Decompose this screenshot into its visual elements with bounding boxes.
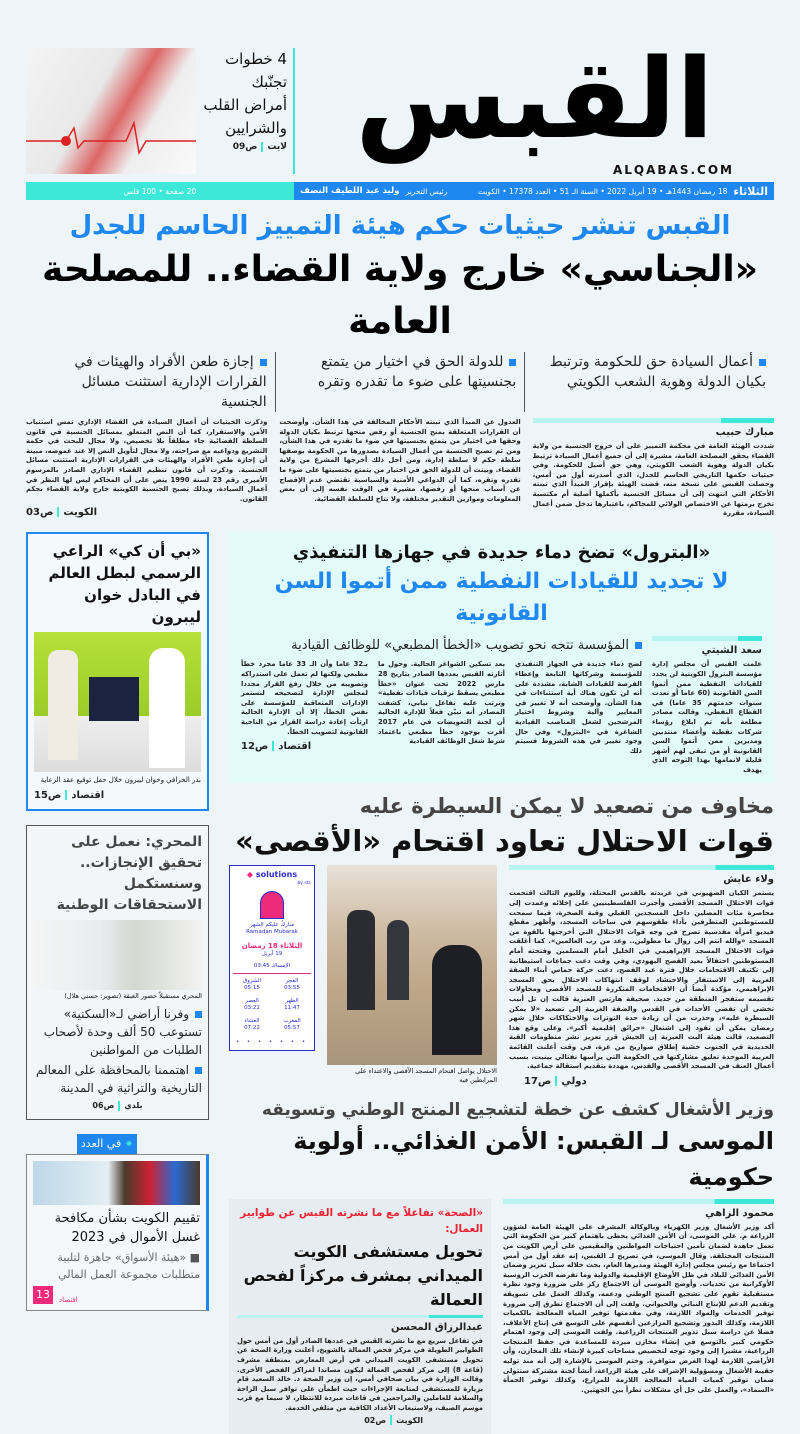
- teaser-box[interactable]: [26, 48, 295, 174]
- teaser-line: والشرايين: [225, 119, 287, 137]
- page-ref: ص17: [524, 1075, 552, 1087]
- accent-rule: [503, 1199, 774, 1204]
- bnk-ref[interactable]: [34, 789, 201, 803]
- page-ref: ص09: [232, 142, 258, 152]
- sub-text: المؤسسة تتجه نحو تصويب «الخطأ المطبعي» للوظائف القيادية: [291, 638, 629, 654]
- prayer-time: المغرب 05:57: [283, 1017, 301, 1032]
- inside-tab[interactable]: [77, 1134, 137, 1154]
- inside-headline: تقييم الكويت بشأن مكافحة غسل الأموال في 2023: [54, 1211, 200, 1246]
- inside-bullet: ■ «هيئة الأسواق» جاهزة لتلبية متطلبات مجموعة العمل المالي: [57, 1251, 200, 1282]
- prayer-time: الظهر 11:47: [284, 997, 300, 1012]
- health-box[interactable]: [229, 1199, 491, 1434]
- inside-ref[interactable]: [33, 1286, 200, 1304]
- mahri-photo: [33, 920, 202, 990]
- article-body: بـ32 عاما وأن الـ 33 عاما مجرد خطأ مطبعي ولكنها لم تعمل على استدراكه وتصويبه من خلال رفع القرار مجددا لمجلس الإدارة لتصحيحه لتستمر الإدارات المتعاقبة للمؤسسة على نفس الخطأ، إلا أن الإدارة الحالية ارتأت إعادة دراسة القرار من الناحية القانونية لتصويب الخطأ.: [241, 660, 368, 736]
- lead-col-3: [26, 418, 267, 520]
- petrol-section: [229, 532, 774, 783]
- bullet-text: اهتممنا بالمحافظة على المعالم التاريخية والتراثية في المدينة: [35, 1063, 202, 1096]
- mahri-bullet: [33, 1005, 202, 1059]
- dots-decoration: • • • • • • •: [235, 1038, 309, 1045]
- mosque-icon: [260, 891, 284, 919]
- lead-sub: [524, 352, 774, 412]
- health-ref[interactable]: [237, 1414, 483, 1428]
- page-ref: ص15: [34, 790, 62, 802]
- aqsa-kicker[interactable]: مخاوف من تصعيد لا يمكن السيطرة عليه: [359, 794, 774, 819]
- mousa-row: [229, 1199, 774, 1434]
- petrol-headline[interactable]: لا تجديد للقيادات النفطية ممن أتموا السن القانونية: [274, 569, 729, 627]
- lead-headline[interactable]: «الجناسي» خارج ولاية القضاء.. للمصلحة العامة: [42, 249, 758, 342]
- lead-col-1: [533, 418, 774, 520]
- sidebar: [26, 532, 209, 1311]
- section-label: اقتصاد: [278, 741, 312, 753]
- bnk-headline: «بي أن كي» الراعي الرسمي لبطل العالم في البادل خوان ليبرون: [48, 542, 201, 627]
- masthead: [26, 18, 774, 178]
- petrol-kicker[interactable]: «البترول» تضخ دماء جديدة في جهازها التنفيذي: [292, 542, 711, 564]
- logo-text: القبس: [355, 35, 714, 163]
- mahri-box[interactable]: [26, 825, 209, 1120]
- prayer-time: العصر 03:22: [244, 997, 260, 1012]
- article-body: شددت الهيئة العامة في محكمة التمييز على أن خروج الجنسية من ولاية القضاء يحقق المصلحة العامة، مشيرة إلى أن جميع أعمال السيادة ترتبط بكيان الدولة وهوية الشعب الكويتي، وهي حق أصيل للحكومة. وفي حيثيات حكمها التاريخي الحاسم للجدل، الذي أصدرته أول من أمس، وحصلت القبس على نسخة منه، قضت الهيئة بإقرار المبدأ الذي تبنته الأحكام التي انتهت إلى أن مسائل الجنسية بأكملها أصلية أم مكتسبة تخرج برمتها عن الاختصاص الولائي للمحاكم، باعتبارها تدخل ضمن أعمال السيادة، مقررة: [532, 442, 774, 518]
- prayer-time: الفجر 03:55: [284, 977, 300, 992]
- petrol-ref[interactable]: [241, 740, 368, 754]
- mahri-bullet: [33, 1061, 202, 1097]
- page-ref: ص06: [92, 1101, 115, 1111]
- section-label: دولي: [561, 1075, 587, 1087]
- teaser-heart-image: [26, 48, 196, 174]
- mousa-article: [503, 1199, 774, 1396]
- inside-photo: [33, 1161, 200, 1205]
- section-label: اقتصاد: [59, 1296, 78, 1305]
- health-kicker: «الصحة» تفاعلاً مع ما نشرته القبس عن طوابير العمال:: [240, 1206, 483, 1235]
- article-body: أكد وزير الأشغال وزير الكهرباء وبالوكالة المشرف على الهيئة العامة لشؤون الزراعة م. علي الموسى، أن الأمن الغذائي يحظى باهتمام كبير من الحكومة التي تعمل جاهدة لضمان تأمين احتياجات المواطنين والمقيمين على أرض الكويت من المنتجات المختلفة. وقال الموسى، في تصريح لـ القبس، إنه عقد أول من أمس اجتماعا مع رئيس مجلس إدارة الهيئة ومديرها العام، بحث خلاله سبل تعزيز وضمان الأمن الغذائي للبلاد في ظل الأوضاع الإقليمية والدولية وما تفرضه الحرب الروسية الأوكرانية من تحديات. وأوضح الموسى أن الاجتماع ركز على ضرورة وجود نظرة مستقبلية تقوم على تشجيع المنتج الوطني ودعمه، وكذلك العمل على تسويقه وتقديم الدعم للإنتاج النباتي والحيواني. ولفت إلى أن الاجتماع تطرق إلى ضرورة توفير الخدمات والمواد اللازمة، وفي مقدمتها توفير المياه المعالجة بالكميات اللازمة، وكذلك البذور وتشجيع المزارعين أنفسهم على التوسع في إنتاج الأعلاف، فضلا عن دراسة سبل تدوير المنتجات الزراعية. ولفت الموسى إلى وجود اهتمام حكومي كبير بالتوسع في إنشاء مخازن مبردة للمساعدة في حفظ المنتجات الزراعية، مشيرا إلى وجود توجه لتخصيص مساحات كبيرة لإنشاء تلك المخازن، وأن الأراضي اللازمة لهذا الغرض متوافرة. وختم الموسى بالإشارة إلى أنه منذ توليه حقيبة الأشغال ومسؤولية الإشراف على هيئة الزراعة، أنشأ لجنة مشتركة ستتولى ضمان توفير كميات المياه المعالجة اللازمة للمزارع، وكذلك توفير الحمأة «السماد»، والعمل على حل أي مشكلات تطرأ بين الجهتين.: [503, 1222, 774, 1394]
- section-label: بلدي: [124, 1101, 143, 1111]
- page-ref: ص02: [364, 1415, 387, 1425]
- diamond-icon: ◆: [246, 870, 254, 880]
- ad-date: 19 أبريل: [261, 950, 283, 957]
- byline: مبارك حبيب: [715, 427, 774, 438]
- section-label: اقتصاد: [71, 790, 105, 802]
- main-column: [229, 532, 774, 1433]
- bnk-photo: [34, 632, 201, 772]
- bullet-text: «هيئة الأسواق» جاهزة لتلبية متطلبات مجموعة العمل المالي: [57, 1251, 200, 1282]
- article-body: بعد تسكين الشواغر الحالية. وحول ما أثارته القبس بعددها الصادر بتاريخ 28 مارس 2022 تحت عنوان «خطأ مطبعي يسقط ترقيات قيادات نفطية» وترتب عليه تفاعل نيابي، كشفت المصادر أنه تبيّن فعلاً للإدارة الحالية أن لجنة التعويضات في عام 2017 أقرت بوجود خطأ مطبعي باعتماد شرط شغل الوظائف القيادية: [378, 660, 505, 746]
- mousa-headline[interactable]: الموسى لـ القبس: الأمن الغذائي.. أولوية حكومية: [293, 1126, 774, 1191]
- lead-sub: [275, 352, 525, 412]
- ad-imsak: الإمساك 03:45: [233, 963, 311, 974]
- ad-greeting: مباركٌ عليكم الشهر: [249, 921, 295, 928]
- aqsa-caption: الاحتلال يواصل اقتحام المسجد الأقصى والاعتداء على المرابطين فيه: [355, 1067, 497, 1085]
- aqsa-row: [229, 865, 774, 1088]
- teaser-ref: [200, 140, 287, 154]
- ad-brand: [233, 870, 311, 880]
- article-body: يستمر الكيان الصهيوني في عربدته بالقدس المحتلة، ولليوم الثالث اقتحمت قوات الاحتلال المسجد الأقصى وأجبرت الفلسطينيين على إخلائه وعمدت إلى محاصرة مئات المصلين داخل المسجدين القبلي وقبة الصخرة، فيما سمحت للمستوطنين المتطرفين بأداء طقوسهم في ساحات المسجد، وأظهر مقطع فيديو امرأة مقدسية تصرخ في وجه قوات الاحتلال التي أخرجتها بالقوة من المسجد «والله انتم إلى زوال ما مطولين.. وعد من رب العالمين». كما أغلقت قوات الاحتلال المسجد الإبراهيمي في الخليل أمام المسلمين وفتحته أمام المستوطنين احتفالاً بعيد الفصح اليهودي، وفي وقت دعت جماعات استيطانية إلى تكثيف الاقتحامات خلال فترة عيد الفصح، دعت حركة حماس أبناء الضفة الغربية إلى الاستنفار والاحتشاد لوقف انتهاكات الاحتلال بحق المسجد الإبراهيمي، مؤكدة أيضاً أن الاقتحامات المتكررة للمسجد الأقصى ومحاولات تقسيمه ستفجر المنطقة من جديد. صحيفة هارتس العبرية قالت إن تل أبيب تخشى أن تفضي الأحداث في القدس والضفة الغربية إلى تصعيد «لا يمكن السيطرة عليه»، وحذرت من أن زيادة حدة التوترات والاحتكاكات خلال شهر رمضان يمكن أن تقود إلى اشتعال «حرائق إقليمية أكبر». وعلى وقع هذا التصعيد، قالت هيئة البث العبرية إن الجيش قرر تعزيز نشر منظومات القبة الحديدية في الجنوب خشية إطلاق صواريخ من غزة، في وقت أعلنت القائمة العربية الموحدة تعليق مشاركتها في الحكومة التي يرأسها نفتالي بينيت، بسبب أعمال العنف في المسجد الأقصى والقدس، مهددة بتقديم استقالة جماعية.: [509, 889, 774, 1071]
- prayer-time: الشروق 05:15: [242, 977, 262, 992]
- lead-col-2: العدول عن المبدأ الذي تبنته الأحكام المخالفة في هذا الشأن. وأوضحت أن القرارات المتعلقة بمنح الجنسية أو رفض منحها ترتبط بكيان الدولة وحقها في اختيار من يتمتع بجنسيتها في ضوء ما تقدره في هذا الشأن، ومن ثم تصبح الجنسية من أعمال السيادة بصدورها من الحكومة بوصفها سلطة حكم لا سلطة إدارة، ومن أجل ذلك أخرجها المشرع من ولاية القضاء. وبينت أن للدولة الحق في اختيار من يتمتع بجنسيتها على ضوء ما تقدره وتقره، كما أن الدواعي الأمنية والسياسية تقتضي عدم الإفصاح عن أسباب منحها أو رفضها، مشيرة في الوقت نفسه إلى أن بعض المعلومات وموازين التقدير مختلفة، ولا تتاح للسلطة القضائية.: [279, 418, 521, 503]
- masthead-logo[interactable]: [295, 18, 774, 178]
- site-url[interactable]: ALQABAS.COM: [612, 163, 734, 177]
- accent-rule: [533, 418, 774, 423]
- teaser-line: تجنّبك: [251, 73, 287, 91]
- sub-text: إجازة طعن الأفراد والهيئات في القرارات الإدارية استثنت مسائل الجنسية: [74, 354, 267, 410]
- mahri-caption: المحري مستقبلاً حضور الغبقة (تصوير: حسني هلال): [64, 992, 202, 1001]
- accent-rule: [652, 636, 762, 641]
- bullet-text: وفرنا أراضي لـ«السكنية» تستوعب 50 ألف وحدة لأصحاب الطلبات من المواطنين: [43, 1007, 202, 1058]
- byline: سعد الشيتي: [701, 645, 762, 657]
- aqsa-ref[interactable]: [509, 1075, 774, 1089]
- editor-label: رئيس التحرير: [405, 186, 448, 196]
- lead-subheads: [26, 352, 774, 412]
- teaser-line: 4 خطوات: [225, 50, 287, 68]
- sub-text: للدولة الحق في اختيار من يتمتع بجنسيتها على ضوء ما تقدره وتقره: [317, 354, 517, 390]
- article-body: علمت القبس أن مجلس إدارة مؤسسة البترول الكويتية لن يجدد للقيادات النفطية ممن أتموا السن القانونية (60 عاما أو تعدت سنوات خدمتهم 35 عاما) في القطاع النفطي. وقالت مصادر مطلعة بأنه تم ابلاغ رؤساء شركات نفطية وأعضاء منتدبين ومديرين ممن أتموا السن القانونية أو من تبقى لهم أشهر قليلة لانمامها بهذا التوجه الذي يهدف: [652, 660, 762, 774]
- main-grid: [26, 532, 774, 1433]
- petrol-sub: [241, 636, 642, 655]
- byline: محمود الزاهي: [705, 1207, 774, 1219]
- section-label: الكويت: [396, 1415, 423, 1425]
- byline: عبدالرزاق المحسن: [391, 1321, 483, 1333]
- brand-text: solutions: [255, 870, 298, 880]
- lead-ref[interactable]: [26, 506, 267, 520]
- inside-label: في العدد: [80, 1137, 122, 1151]
- article-body: وذكرت الحيثيات أن أعمال السيادة في القضاء الإداري تمس استتباب الأمن والاستقرار، كما أن النص المتعلق بمسائل الجنسية في قانون السلطة القضائية جاء مطلقاً بلا تخصيص، ولا مجال للبحث في حكمة التشريع ودواعيه مع صراحته، ولا مجال لتأويل النص إلا عند غموضه، مبينة أن إجازة طعن الأفراد والهيئات في القرارات الإدارية استثنت مسائل الجنسية. وذكرت أن قانون تنظيم القضاء الإداري الصادر بالمرسوم الأميري رقم 23 لسنة 1990 ينص على أن المحاكم ليس لها النظر في أعمال السيادة، وبذلك تصبح الجنسية الكويتية خارج ولاية القضاء بحكم القانون.: [26, 418, 268, 503]
- accent-rule: [509, 865, 774, 870]
- section-label: لايت: [267, 142, 287, 152]
- pages-price: 20 صفحة • 100 فلس: [123, 186, 197, 196]
- lead-kicker[interactable]: القبس تنشر حيثيات حكم هيئة التمييز الحاسم للجدل: [69, 211, 731, 241]
- lead-columns: [26, 418, 774, 520]
- ad-brand-sub: by stc: [297, 881, 311, 887]
- inside-box[interactable]: [26, 1154, 209, 1311]
- ad-greeting-en: Ramadan Mubarak: [246, 929, 298, 936]
- accent-rule: [237, 1315, 483, 1318]
- ad-day: الثلاثاء 18 رمضان: [241, 941, 303, 950]
- bnk-box[interactable]: [26, 532, 209, 811]
- dateline-bar: [26, 182, 774, 200]
- dateline-day: الثلاثاء: [733, 184, 768, 198]
- dateline-date: 18 رمضان 1443هـ • 19 أبريل 2022 • السنة الـ 51 • العدد 17378 • الكويت: [477, 186, 728, 196]
- editor-name: وليد عبد اللطيف النصف: [300, 186, 400, 196]
- health-headline: تحويل مستشفى الكويت الميداني بمشرف مركزاً لفحص العمالة: [243, 1241, 483, 1309]
- mahri-ref[interactable]: [33, 1099, 202, 1113]
- aqsa-headline[interactable]: قوات الاحتلال تعاود اقتحام «الأقصى»: [235, 824, 774, 859]
- sub-text: أعمال السيادة حق للحكومة وترتبط بكيان الدولة وهوية الشعب الكويتي: [549, 354, 766, 390]
- byline: ولاء عايش: [723, 874, 774, 886]
- prayer-times-ad[interactable]: [229, 865, 315, 1051]
- mousa-kicker[interactable]: وزير الأشغال كشف عن خطة لتشجيع المنتج الوطني وتسويقه: [261, 1099, 774, 1120]
- teaser-line: أمراض القلب: [203, 96, 287, 114]
- lead-sub: [26, 352, 275, 412]
- spark-icon: ✷: [124, 1139, 134, 1151]
- page-ref: ص03: [26, 507, 54, 519]
- page-number-badge: 13: [33, 1286, 53, 1304]
- heartbeat-line-icon: [26, 48, 196, 172]
- prayer-grid: [233, 978, 311, 1033]
- page-ref: ص12: [241, 741, 269, 753]
- bnk-caption: بدر الخرافي وخوان ليبرون خلال حفل توقيع عقد الرعاية: [40, 776, 201, 785]
- article-body: لضخ دماء جديدة في الجهاز التنفيذي للمؤسسة وشركاتها التابعة وإعطاء الفرصة للقيادات الشابة، مشددة على أنه لن تكون هناك أية استثناءات في هذا الشأن. وأوضحت أنه لا تغيير في المعايير وآلية وشروط اختيار المرشحين لشغل المناصب القيادية الشاغرة في «البترول» وفي حال وجود تغيير في هذه الشروط فسيتم ذلك: [515, 660, 642, 755]
- article-body: في تفاعل سريع مع ما نشرته القبس في عددها الصادر أول من أمس حول الطوابير الطويلة في مركز فحص العمالة بالشويخ، أعلنت وزارة الصحة عن تحويل مستشفى الكويت الميداني في أرض المعارض بمنطقة مشرف (قاعة 8) إلى مركز لفحص العمالة ليكون مساندا لمراكز الفحص الأخرى. وقالت الوزارة في بيان صحافي أمس، إن وزير الصحة د. خالد السعيد قام بزيارة للمستشفى لمتابعة الإجراءات حيث اطمأن على توافر سبل الراحة والسلامة للعاملين والمراجعين في قاعات مبردة للانتظار، لا سيما مع قرب موسم الصيف، ولاستيعاب الأعداد الكافية من متلقي الخدمة.: [237, 1336, 483, 1412]
- aqsa-article: [509, 865, 774, 1088]
- section-label: الكويت: [63, 507, 97, 519]
- aqsa-photo: [327, 865, 497, 1065]
- mahri-headline: المحري: نعمل على تحقيق الإنجازات.. وسنستكمل الاستحقاقات الوطنية: [56, 834, 202, 914]
- prayer-time: العشاء 07:22: [244, 1017, 260, 1032]
